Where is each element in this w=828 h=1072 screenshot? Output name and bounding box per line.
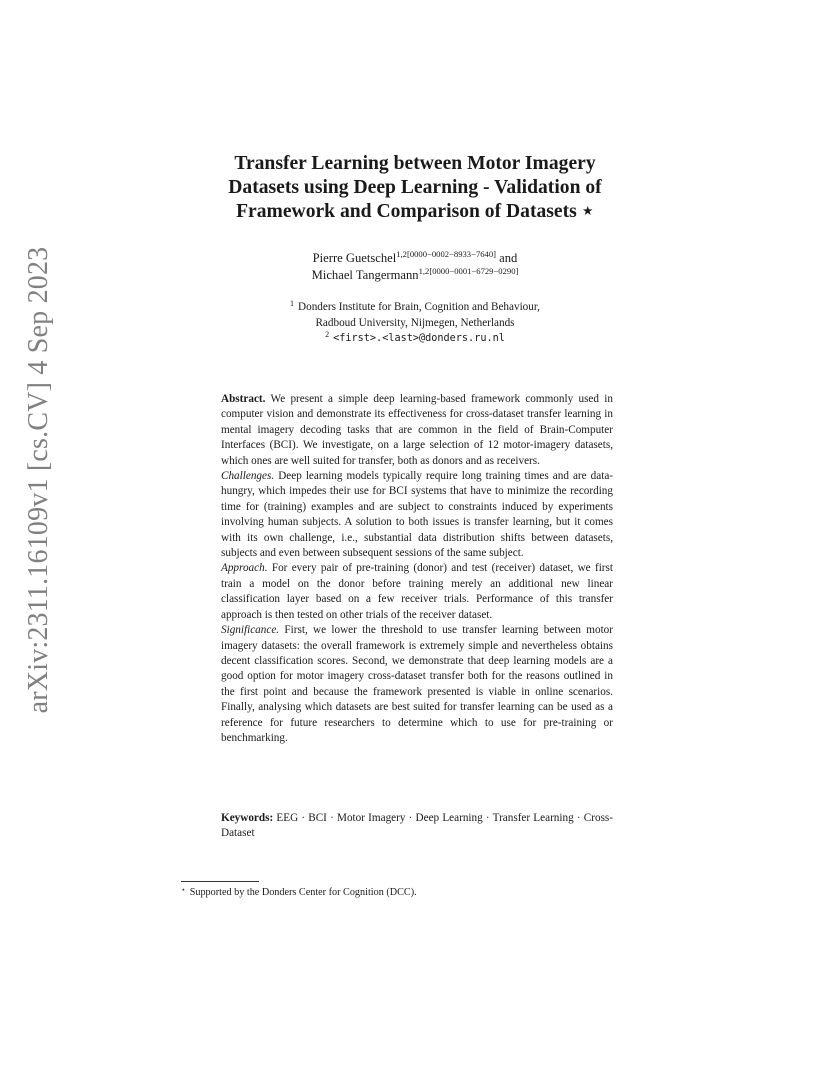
challenges-paragraph	[221, 469, 613, 561]
approach-text: For every pair of pre-training (donor) and test (receiver) dataset, we first train a model on the donor before training merely an additional new linear classification layer based on a few receiver trials. Performance of this transfer approach is then tested on other trials of the receiver dataset.	[221, 562, 613, 621]
keywords-label: Keywords:	[221, 812, 274, 824]
abstract-text: We present a simple deep learning-based framework commonly used in computer vision and demonstrate its effectiveness for cross-dataset transfer learning in mental imagery decoding tasks that are common in the field of Brain-Computer Interfaces (BCI). We investigate, on a large selection of 12 motor-imagery datasets, which ones are well suited for transfer, both as donors and as receivers.	[221, 393, 613, 467]
affiliation-email: <first>.<last>@donders.ru.nl	[333, 333, 505, 344]
keywords	[221, 811, 613, 842]
affiliations	[150, 300, 680, 347]
significance-label: Significance.	[221, 624, 280, 637]
author-1-name: Pierre Guetschel	[312, 251, 397, 265]
author-2-name: Michael Tangermann	[311, 268, 419, 282]
author-2-orcid: 1,2[0000−0001−6729−0290]	[418, 266, 519, 276]
abstract-label: Abstract.	[221, 393, 266, 405]
author-2	[150, 267, 680, 284]
keywords-text: EEG · BCI · Motor Imagery · Deep Learning · Transfer Learning · Cross-Dataset	[221, 812, 614, 840]
approach-paragraph	[221, 561, 613, 623]
arxiv-identifier: arXiv:2311.16109v1 [cs.CV] 4 Sep 2023	[23, 246, 54, 714]
challenges-text: Deep learning models typically require long training times and are data-hungry, which impedes their use for BCI systems that have to minimize the recording time for (training) examples and are subject to constraints induced by experiments involving human subjects. A solution to both issues is transfer learning, but it comes with its own challenge, i.e., substantial data distribution shifts between datasets, subjects and even between subsequent sessions of the same subject.	[221, 470, 614, 560]
affiliation-1	[150, 300, 680, 316]
footnote	[181, 886, 641, 900]
author-1-orcid: 1,2[0000−0002−8933−7640]	[396, 249, 496, 259]
affiliation-1-line-2: Radboud University, Nijmegen, Netherlands	[315, 316, 515, 329]
footnote-mark: ⋆	[181, 885, 186, 894]
title-line-2: Datasets using Deep Learning - Validation of	[228, 177, 602, 198]
significance-text: First, we lower the threshold to use transfer learning between motor imagery datasets: the overall framework is extremely simple and nevertheless obtains decent classification scores. Second, we demonstrate that deep learning models are a good option for motor imagery cross-dataset transfer both for the reasons outlined in the first point and because the framework presented is viable in online scenarios. Finally, analysing which datasets are best suited for transfer learning can be used as a reference for future researchers to determine which to use for pre-training or benchmarking.	[221, 624, 613, 744]
author-1-suffix: and	[496, 251, 518, 265]
affiliation-1-line-1: Donders Institute for Brain, Cognition and Behaviour,	[298, 301, 540, 313]
title-footnote-marker: ⋆	[581, 201, 594, 222]
arxiv-side-stamp	[10, 0, 68, 1072]
affiliation-1-mark: 1	[290, 299, 295, 308]
footnote-divider	[181, 881, 259, 882]
title-line-1: Transfer Learning between Motor Imagery	[234, 153, 596, 174]
affiliation-2-mark: 2	[325, 330, 330, 339]
author-1	[150, 250, 680, 267]
abstract	[221, 392, 613, 746]
title-line-3: Framework and Comparison of Datasets	[236, 201, 577, 222]
footnote-text: Supported by the Donders Center for Cognition (DCC).	[189, 887, 417, 898]
significance-paragraph	[221, 623, 613, 746]
abstract-paragraph	[221, 392, 613, 469]
paper-title	[150, 152, 680, 224]
affiliation-2	[150, 331, 680, 347]
approach-label: Approach.	[221, 562, 268, 575]
author-list	[150, 250, 680, 284]
challenges-label: Challenges.	[221, 470, 275, 483]
